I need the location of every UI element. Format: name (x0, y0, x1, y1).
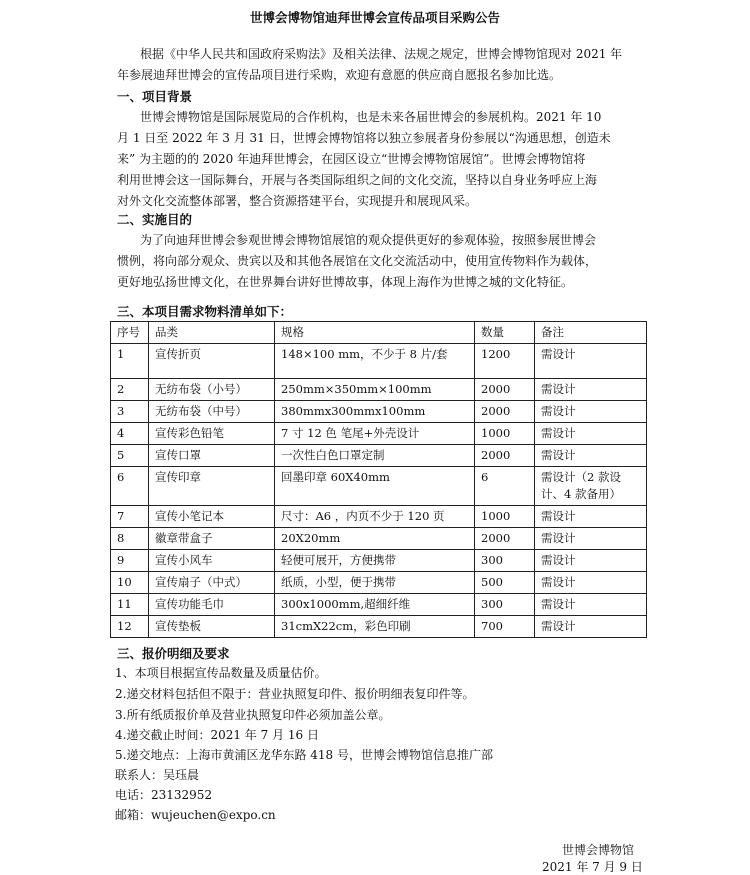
background-line-2: 月 1 日至 2022 年 3 月 31 日，世博会博物馆将以独立参展者身份参展以“沟通思想，创造未 (117, 131, 611, 145)
contact-person: 联系人：吴珏晨 (115, 768, 200, 782)
background-line-4: 利用世博会这一国际舞台，开展与各类国际组织之间的文化交流，坚持以自身业务呼应上海 (117, 173, 598, 187)
table-cell: 宣传小笔记本 (149, 506, 275, 528)
requirement-line: 2.递交材料包括但不限于：营业执照复印件、报价明细表复印件等。 (115, 687, 475, 701)
table-cell: 3 (111, 401, 149, 423)
intro-line-2: 年参展迪拜世博会的宣传品项目进行采购，欢迎有意愿的供应商自愿报名参加比选。 (117, 68, 562, 82)
table-cell: 5 (111, 445, 149, 467)
table-cell: 纸质，小型，便于携带 (275, 572, 475, 594)
table-cell: 250mm×350mm×100mm (275, 379, 475, 401)
table-cell: 无纺布袋（小号） (149, 379, 275, 401)
table-cell: 20X20mm (275, 528, 475, 550)
table-row (111, 616, 647, 638)
section-heading-background: 一、项目背景 (117, 89, 193, 104)
table-row (111, 344, 647, 379)
table-cell: 12 (111, 616, 149, 638)
signature-org: 世博会博物馆 (562, 843, 635, 857)
table-cell: 宣传功能毛巾 (149, 594, 275, 616)
table-row (111, 572, 647, 594)
materials-table (110, 321, 647, 638)
table-cell: 需设计 (535, 401, 647, 423)
table-row (111, 467, 647, 506)
contact-phone: 电话：23132952 (115, 788, 213, 802)
table-cell: 宣传小风车 (149, 550, 275, 572)
table-cell: 700 (475, 616, 535, 638)
table-cell: 需设计 (535, 528, 647, 550)
table-cell: 宣传口罩 (149, 445, 275, 467)
table-row (111, 401, 647, 423)
table-cell: 尺寸：A6 ，内页不少于 120 页 (275, 506, 475, 528)
requirement-line: 1、本项目根据宣传品数量及质量估价。 (115, 666, 327, 680)
table-cell: 300 (475, 550, 535, 572)
table-cell: 2000 (475, 401, 535, 423)
table-cell: 7 (111, 506, 149, 528)
table-cell: 1200 (475, 344, 535, 379)
table-cell: 宣传垫板 (149, 616, 275, 638)
table-cell: 2000 (475, 445, 535, 467)
column-header: 备注 (535, 322, 647, 344)
section-heading-quotation: 三、报价明细及要求 (117, 646, 230, 661)
table-cell: 需设计 (535, 506, 647, 528)
table-cell: 10 (111, 572, 149, 594)
table-cell: 9 (111, 550, 149, 572)
table-cell: 31cmX22cm，彩色印刷 (275, 616, 475, 638)
table-cell: 8 (111, 528, 149, 550)
table-cell: 4 (111, 423, 149, 445)
table-row (111, 423, 647, 445)
requirement-line: 5.递交地点：上海市黄浦区龙华东路 418 号，世博会博物馆信息推广部 (115, 748, 493, 762)
table-cell: 300x1000mm,超细纤维 (275, 594, 475, 616)
table-cell: 380mmx300mmx100mm (275, 401, 475, 423)
table-cell: 回墨印章 60X40mm (275, 467, 475, 506)
section-heading-purpose: 二、实施目的 (117, 212, 193, 227)
table-cell: 1000 (475, 423, 535, 445)
table-cell: 轻便可展开，方便携带 (275, 550, 475, 572)
table-cell: 2 (111, 379, 149, 401)
table-cell: 无纺布袋（中号） (149, 401, 275, 423)
column-header: 规格 (275, 322, 475, 344)
section-heading-materials: 三、本项目需求物料清单如下： (117, 304, 293, 319)
requirement-line: 3.所有纸质报价单及营业执照复印件必须加盖公章。 (115, 708, 391, 722)
table-cell: 需设计 (535, 445, 647, 467)
table-row (111, 506, 647, 528)
table-cell: 需设计 (535, 616, 647, 638)
background-line-1: 世博会博物馆是国际展览局的合作机构，也是未来各届世博会的参展机构。2021 年 10 (140, 110, 602, 124)
column-header: 品类 (149, 322, 275, 344)
table-row (111, 445, 647, 467)
table-cell: 2000 (475, 528, 535, 550)
table-cell: 6 (111, 467, 149, 506)
table-cell: 需设计 (535, 594, 647, 616)
table-cell: 148×100 mm，不少于 8 片/套 (275, 344, 475, 379)
background-line-3: 来” 为主题的的 2020 年迪拜世博会，在园区设立“世博会博物馆展馆”。世博会博物馆将 (117, 152, 586, 166)
table-header-row (111, 322, 647, 344)
table-cell: 宣传印章 (149, 467, 275, 506)
purpose-line-1: 为了向迪拜世博会参观世博会博物馆展馆的观众提供更好的参观体验，按照参展世博会 (140, 233, 597, 247)
column-header: 序号 (111, 322, 149, 344)
table-cell: 6 (475, 467, 535, 506)
table-row (111, 550, 647, 572)
table-cell: 500 (475, 572, 535, 594)
table-cell: 需设计 (535, 572, 647, 594)
purpose-line-2: 惯例，将向部分观众、贵宾以及和其他各展馆在文化交流活动中，使用宣传物料作为载体， (117, 254, 598, 268)
purpose-line-3: 更好地弘扬世博文化，在世界舞台讲好世博故事，体现上海作为世博之城的文化特征。 (117, 275, 574, 289)
signature-date: 2021 年 7 月 9 日 (542, 860, 643, 874)
table-row (111, 379, 647, 401)
background-line-5: 对外文化交流整体部署，整合资源搭建平台，实现提升和展现风采。 (117, 194, 478, 208)
table-cell: 宣传彩色铅笔 (149, 423, 275, 445)
table-cell: 需设计（2 款设计、4 款备用） (535, 467, 647, 506)
intro-line-1: 根据《中华人民共和国政府采购法》及相关法律、法规之规定，世博会博物馆现对 2021 年 (140, 47, 623, 61)
table-cell: 宣传折页 (149, 344, 275, 379)
table-cell: 1000 (475, 506, 535, 528)
column-header: 数量 (475, 322, 535, 344)
table-cell: 需设计 (535, 344, 647, 379)
table-cell: 2000 (475, 379, 535, 401)
table-cell: 7 寸 12 色 笔尾+外壳设计 (275, 423, 475, 445)
table-cell: 徽章带盒子 (149, 528, 275, 550)
document-title: 世博会博物馆迪拜世博会宣传品项目采购公告 (249, 10, 500, 25)
table-cell: 需设计 (535, 423, 647, 445)
contact-email: 邮箱：wujeuchen@expo.cn (115, 808, 276, 822)
table-cell: 需设计 (535, 550, 647, 572)
table-cell: 宣传扇子（中式） (149, 572, 275, 594)
table-cell: 11 (111, 594, 149, 616)
requirement-line: 4.递交截止时间：2021 年 7 月 16 日 (115, 728, 319, 742)
table-cell: 需设计 (535, 379, 647, 401)
table-row (111, 528, 647, 550)
table-cell: 1 (111, 344, 149, 379)
table-cell: 一次性白色口罩定制 (275, 445, 475, 467)
table-cell: 300 (475, 594, 535, 616)
table-row (111, 594, 647, 616)
